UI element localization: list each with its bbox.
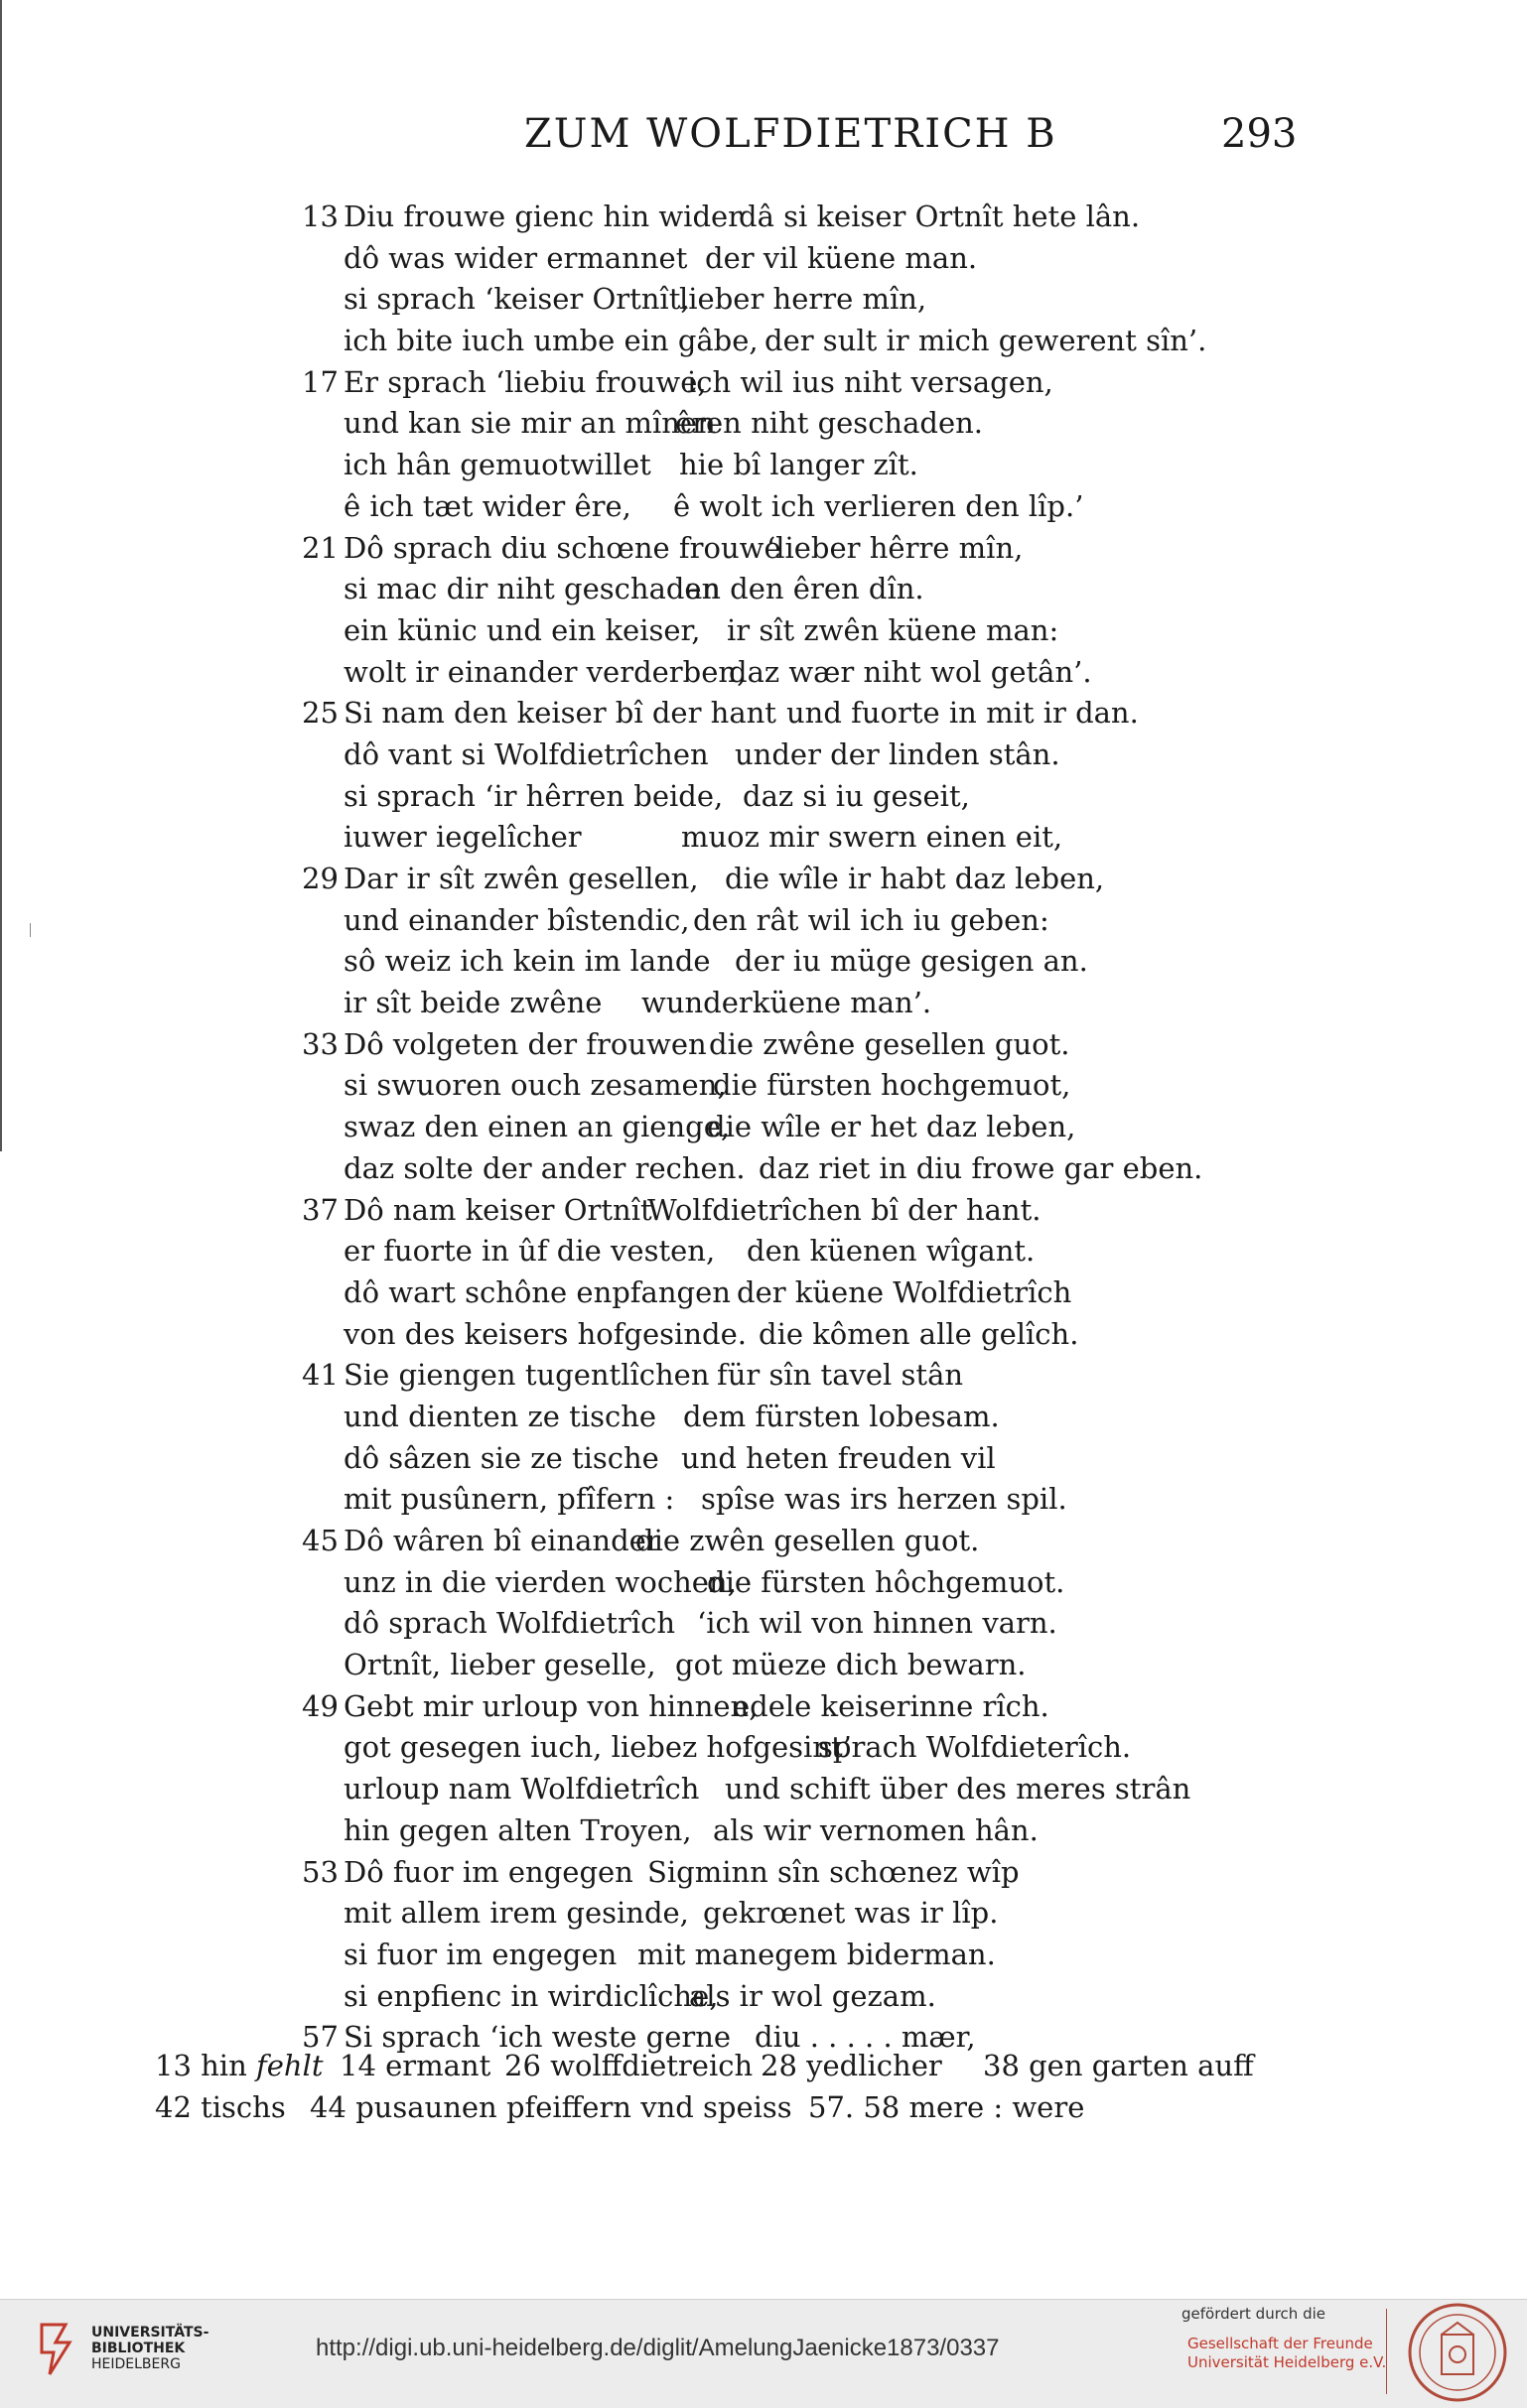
running-title: ZUM WOLFDIETRICH B bbox=[524, 111, 1057, 157]
verse-line bbox=[0, 1024, 1527, 1066]
verse-line bbox=[0, 486, 1527, 528]
verse-second-half: den küenen wîgant. bbox=[747, 1234, 1036, 1269]
critical-apparatus bbox=[0, 2045, 1527, 2128]
verse-line bbox=[0, 1438, 1527, 1480]
verse-first-half: Si sprach ‘ich weste gerne bbox=[344, 2020, 732, 2055]
verse-line bbox=[0, 1521, 1527, 1562]
verse-first-half: urloup nam Wolfdietrîch bbox=[344, 1772, 700, 1806]
stanza-number: 49 bbox=[302, 1688, 339, 1723]
library-name: UNIVERSITÄTS- BIBLIOTHEK HEIDELBERG bbox=[91, 2325, 209, 2372]
verse-line bbox=[0, 1397, 1527, 1438]
verse-second-half: der iu müge gesigen an. bbox=[735, 944, 1088, 979]
verse-first-half: Dô fuor im engegen bbox=[344, 1854, 633, 1889]
verse-line bbox=[0, 1148, 1527, 1190]
verse-second-half: ich wil ius niht versagen, bbox=[687, 364, 1053, 399]
verse-second-half: den rât wil ich iu geben: bbox=[693, 902, 1049, 937]
verse-first-half: und einander bîstendic, bbox=[344, 902, 690, 937]
verse-line bbox=[0, 1107, 1527, 1148]
verse-second-half: sprach Wolfdieterîch. bbox=[818, 1730, 1132, 1765]
verse-first-half: got gesegen iuch, liebez hofgesint’ bbox=[344, 1730, 852, 1765]
verse-second-half: under der linden stân. bbox=[735, 736, 1060, 771]
verse-line bbox=[0, 1769, 1527, 1810]
verse-line bbox=[0, 900, 1527, 942]
verse-first-half: mit pusûnern, pfîfern : bbox=[344, 1482, 675, 1517]
verse-line bbox=[0, 983, 1527, 1024]
verse-second-half: die zwên gesellen guot. bbox=[635, 1524, 980, 1557]
verse-first-half: swaz den einen an gienge, bbox=[344, 1110, 731, 1144]
verse-second-half: und schift über des meres strân bbox=[725, 1772, 1191, 1806]
document-url-link[interactable]: http://digi.ub.uni-heidelberg.de/diglit/AmelungJaenicke1873/0337 bbox=[316, 2335, 1000, 2361]
verse-first-half: Si nam den keiser bî der hant bbox=[344, 696, 776, 731]
verse-second-half: wunderküene man’. bbox=[641, 986, 932, 1020]
stanza-number: 29 bbox=[302, 862, 339, 895]
apparatus-note: 57. 58 mere : were bbox=[808, 2090, 1085, 2124]
verse-first-half: Dô wâren bî einander bbox=[344, 1524, 660, 1557]
verse-first-half: sô weiz ich kein im lande bbox=[344, 944, 711, 979]
verse-second-half: edele keiserinne rîch. bbox=[733, 1688, 1049, 1723]
verse-first-half: von des keisers hofgesinde. bbox=[344, 1316, 747, 1351]
verse-first-half: Dar ir sît zwên gesellen, bbox=[344, 862, 699, 895]
verse-first-half: ich hân gemuotwillet bbox=[344, 448, 651, 482]
verse-first-half: dô sâzen sie ze tische bbox=[344, 1440, 659, 1475]
stanza-number: 57 bbox=[302, 2020, 339, 2055]
verse-first-half: Gebt mir urloup von hinnen, bbox=[344, 1688, 759, 1723]
verse-first-half: dô sprach Wolfdietrîch bbox=[344, 1606, 675, 1641]
verse-first-half: und dienten ze tische bbox=[344, 1399, 657, 1433]
verse-second-half: lieber herre mîn, bbox=[679, 282, 927, 317]
verse-line bbox=[0, 1852, 1527, 1894]
stanza-number: 25 bbox=[302, 696, 339, 731]
library-logo-icon bbox=[36, 2321, 79, 2378]
verse-second-half: die fürsten hochgemuot, bbox=[713, 1068, 1071, 1103]
verse-first-half: Er sprach ‘liebiu frouwe, bbox=[344, 364, 707, 399]
verse-first-half: und kan sie mir an mînen bbox=[344, 406, 716, 441]
verse-second-half: und fuorte in mit ir dan. bbox=[786, 696, 1139, 731]
apparatus-note: 28 yedlicher bbox=[761, 2049, 942, 2082]
verse-second-half: got müeze dich bewarn. bbox=[675, 1648, 1027, 1682]
page-number: 293 bbox=[1221, 111, 1298, 157]
verse-second-half: diu . . . . . mær, bbox=[755, 2020, 976, 2055]
verse-second-half: die zwêne gesellen guot. bbox=[709, 1026, 1070, 1061]
verse-second-half: der sult ir mich gewerent sîn’. bbox=[764, 324, 1207, 358]
stanza-number: 53 bbox=[302, 1854, 339, 1889]
verse-second-half: als wir vernomen hân. bbox=[713, 1812, 1039, 1847]
apparatus-line-2 bbox=[0, 2086, 1527, 2128]
stanza-number: 21 bbox=[302, 530, 339, 565]
verse-second-half: die wîle ir habt daz leben, bbox=[725, 862, 1105, 895]
verse-first-half: ê ich tæt wider êre, bbox=[344, 488, 631, 523]
verse-first-half: Ortnît, lieber geselle, bbox=[344, 1648, 656, 1682]
stanza-number: 13 bbox=[302, 200, 339, 233]
verse-first-half: mit allem irem gesinde, bbox=[344, 1896, 689, 1931]
verse-line bbox=[0, 1355, 1527, 1397]
verse-first-half: wolt ir einander verderben, bbox=[344, 654, 747, 689]
verse-second-half: an den êren dîn. bbox=[685, 572, 924, 606]
verse-second-half: Wolfdietrîchen bî der hant. bbox=[647, 1192, 1041, 1227]
verse-second-half: dem fürsten lobesam. bbox=[683, 1399, 1000, 1433]
verse-second-half: ir sît zwên küene man: bbox=[727, 612, 1059, 647]
verse-first-half: dô wart schône enpfangen bbox=[344, 1274, 731, 1309]
verse-first-half: er fuorte in ûf die vesten, bbox=[344, 1234, 716, 1269]
verse-first-half: Sie giengen tugentlîchen bbox=[344, 1358, 710, 1393]
stanza-number: 33 bbox=[302, 1026, 339, 1061]
verse-line bbox=[0, 569, 1527, 610]
verse-line bbox=[0, 197, 1527, 238]
verse-second-half: die fürsten hôchgemuot. bbox=[707, 1564, 1065, 1599]
verse-line bbox=[0, 735, 1527, 776]
verse-first-half: ir sît beide zwêne bbox=[344, 986, 603, 1020]
verse-second-half: Sigminn sîn schœnez wîp bbox=[647, 1854, 1020, 1889]
verse-second-half: der küene Wolfdietrîch bbox=[737, 1274, 1072, 1309]
verse-line bbox=[0, 321, 1527, 362]
verse-line bbox=[0, 1065, 1527, 1107]
verse-line bbox=[0, 1686, 1527, 1728]
verse-second-half: ‘lieber hêrre mîn, bbox=[766, 530, 1024, 565]
verse-second-half: spîse was irs herzen spil. bbox=[701, 1482, 1067, 1517]
verse-first-half: dô was wider ermannet bbox=[344, 240, 688, 275]
verse-line bbox=[0, 941, 1527, 983]
apparatus-line-1 bbox=[0, 2045, 1527, 2086]
apparatus-note: 42 tischs bbox=[155, 2090, 286, 2124]
verse-line bbox=[0, 445, 1527, 486]
verse-second-half: gekrœnet was ir lîp. bbox=[703, 1896, 999, 1931]
verse-second-half: die kômen alle gelîch. bbox=[759, 1316, 1079, 1351]
verse-line bbox=[0, 859, 1527, 900]
verse-second-half: ‘ich wil von hinnen varn. bbox=[697, 1606, 1057, 1641]
verse-second-half: dâ si keiser Ortnît hete lân. bbox=[739, 200, 1141, 233]
verse-first-half: dô vant si Wolfdietrîchen bbox=[344, 736, 709, 771]
verse-second-half: mit manegem biderman. bbox=[637, 1937, 996, 1971]
apparatus-note: 38 gen garten auff bbox=[983, 2049, 1254, 2082]
verse-second-half: ê wolt ich verlieren den lîp.’ bbox=[673, 488, 1084, 523]
verse-second-half: und heten freuden vil bbox=[681, 1440, 996, 1475]
verse-line bbox=[0, 1603, 1527, 1645]
poem-text bbox=[0, 197, 1527, 2059]
verse-first-half: si enpfienc in wirdiclîche, bbox=[344, 1978, 719, 2013]
verse-first-half: ich bite iuch umbe ein gâbe, bbox=[344, 324, 759, 358]
sponsor-label: gefördert durch die bbox=[1181, 2305, 1325, 2323]
apparatus-note: 14 ermant bbox=[340, 2049, 491, 2082]
verse-first-half: daz solte der ander rechen. bbox=[344, 1150, 746, 1185]
university-seal-icon bbox=[1406, 2301, 1509, 2404]
apparatus-note: 26 wolffdietreich bbox=[504, 2049, 754, 2082]
verse-first-half: Diu frouwe gienc hin wider bbox=[344, 200, 743, 233]
verse-line bbox=[0, 1727, 1527, 1769]
verse-line bbox=[0, 238, 1527, 280]
stanza-number: 17 bbox=[302, 364, 339, 399]
verse-second-half: der vil küene man. bbox=[705, 240, 978, 275]
verse-line bbox=[0, 279, 1527, 321]
verse-first-half: si sprach ‘ir hêrren beide, bbox=[344, 778, 724, 813]
sponsor-name: Gesellschaft der Freunde Universität Heidelberg e.V. bbox=[1187, 2335, 1387, 2371]
verse-line bbox=[0, 1314, 1527, 1356]
stanza-number: 41 bbox=[302, 1358, 339, 1393]
verse-line bbox=[0, 1272, 1527, 1314]
verse-second-half: hie bî langer zît. bbox=[679, 448, 918, 482]
verse-line bbox=[0, 403, 1527, 445]
verse-first-half: Dô nam keiser Ortnît bbox=[344, 1192, 652, 1227]
verse-line bbox=[0, 1935, 1527, 1976]
verse-second-half: für sîn tavel stân bbox=[717, 1358, 964, 1393]
verse-first-half: si mac dir niht geschaden bbox=[344, 572, 721, 606]
verse-first-half: hin gegen alten Troyen, bbox=[344, 1812, 692, 1847]
apparatus-note: 13 hin fehlt bbox=[155, 2049, 324, 2082]
verse-line bbox=[0, 528, 1527, 570]
verse-line bbox=[0, 817, 1527, 859]
verse-first-half: unz in die vierden wochen, bbox=[344, 1564, 737, 1599]
verse-line bbox=[0, 1190, 1527, 1232]
verse-line bbox=[0, 610, 1527, 652]
verse-line bbox=[0, 1479, 1527, 1521]
verse-first-half: Dô volgeten der frouwen bbox=[344, 1026, 707, 1061]
verse-second-half: êren niht geschaden. bbox=[675, 406, 984, 441]
verse-line bbox=[0, 652, 1527, 694]
verse-line bbox=[0, 776, 1527, 818]
stanza-number: 37 bbox=[302, 1192, 339, 1227]
verse-line bbox=[0, 362, 1527, 404]
verse-second-half: als ir wol gezam. bbox=[689, 1978, 936, 2013]
stanza-number: 45 bbox=[302, 1524, 339, 1557]
verse-first-half: si sprach ‘keiser Ortnît, bbox=[344, 282, 690, 317]
apparatus-note: 44 pusaunen pfeiffern vnd speiss bbox=[310, 2090, 792, 2124]
verse-second-half: daz si iu geseit, bbox=[743, 778, 970, 813]
verse-first-half: si swuoren ouch zesamen, bbox=[344, 1068, 727, 1103]
verse-second-half: die wîle er het daz leben, bbox=[707, 1110, 1076, 1144]
verse-line bbox=[0, 693, 1527, 735]
verse-line bbox=[0, 1810, 1527, 1852]
footer-divider bbox=[1386, 2309, 1387, 2394]
verse-line bbox=[0, 1645, 1527, 1686]
verse-line bbox=[0, 1562, 1527, 1604]
verse-second-half: daz wær niht wol getân’. bbox=[729, 654, 1092, 689]
verse-line bbox=[0, 1976, 1527, 2018]
verse-second-half: muoz mir swern einen eit, bbox=[681, 820, 1063, 855]
page-header bbox=[0, 111, 1527, 171]
verse-second-half: daz riet in diu frowe gar eben. bbox=[759, 1150, 1203, 1185]
verse-first-half: si fuor im engegen bbox=[344, 1937, 618, 1971]
verse-first-half: ein künic und ein keiser, bbox=[344, 612, 701, 647]
verse-line bbox=[0, 1231, 1527, 1272]
verse-first-half: iuwer iegelîcher bbox=[344, 820, 582, 855]
verse-first-half: Dô sprach diu schœne frouwe bbox=[344, 530, 781, 565]
verse-line bbox=[0, 1893, 1527, 1935]
